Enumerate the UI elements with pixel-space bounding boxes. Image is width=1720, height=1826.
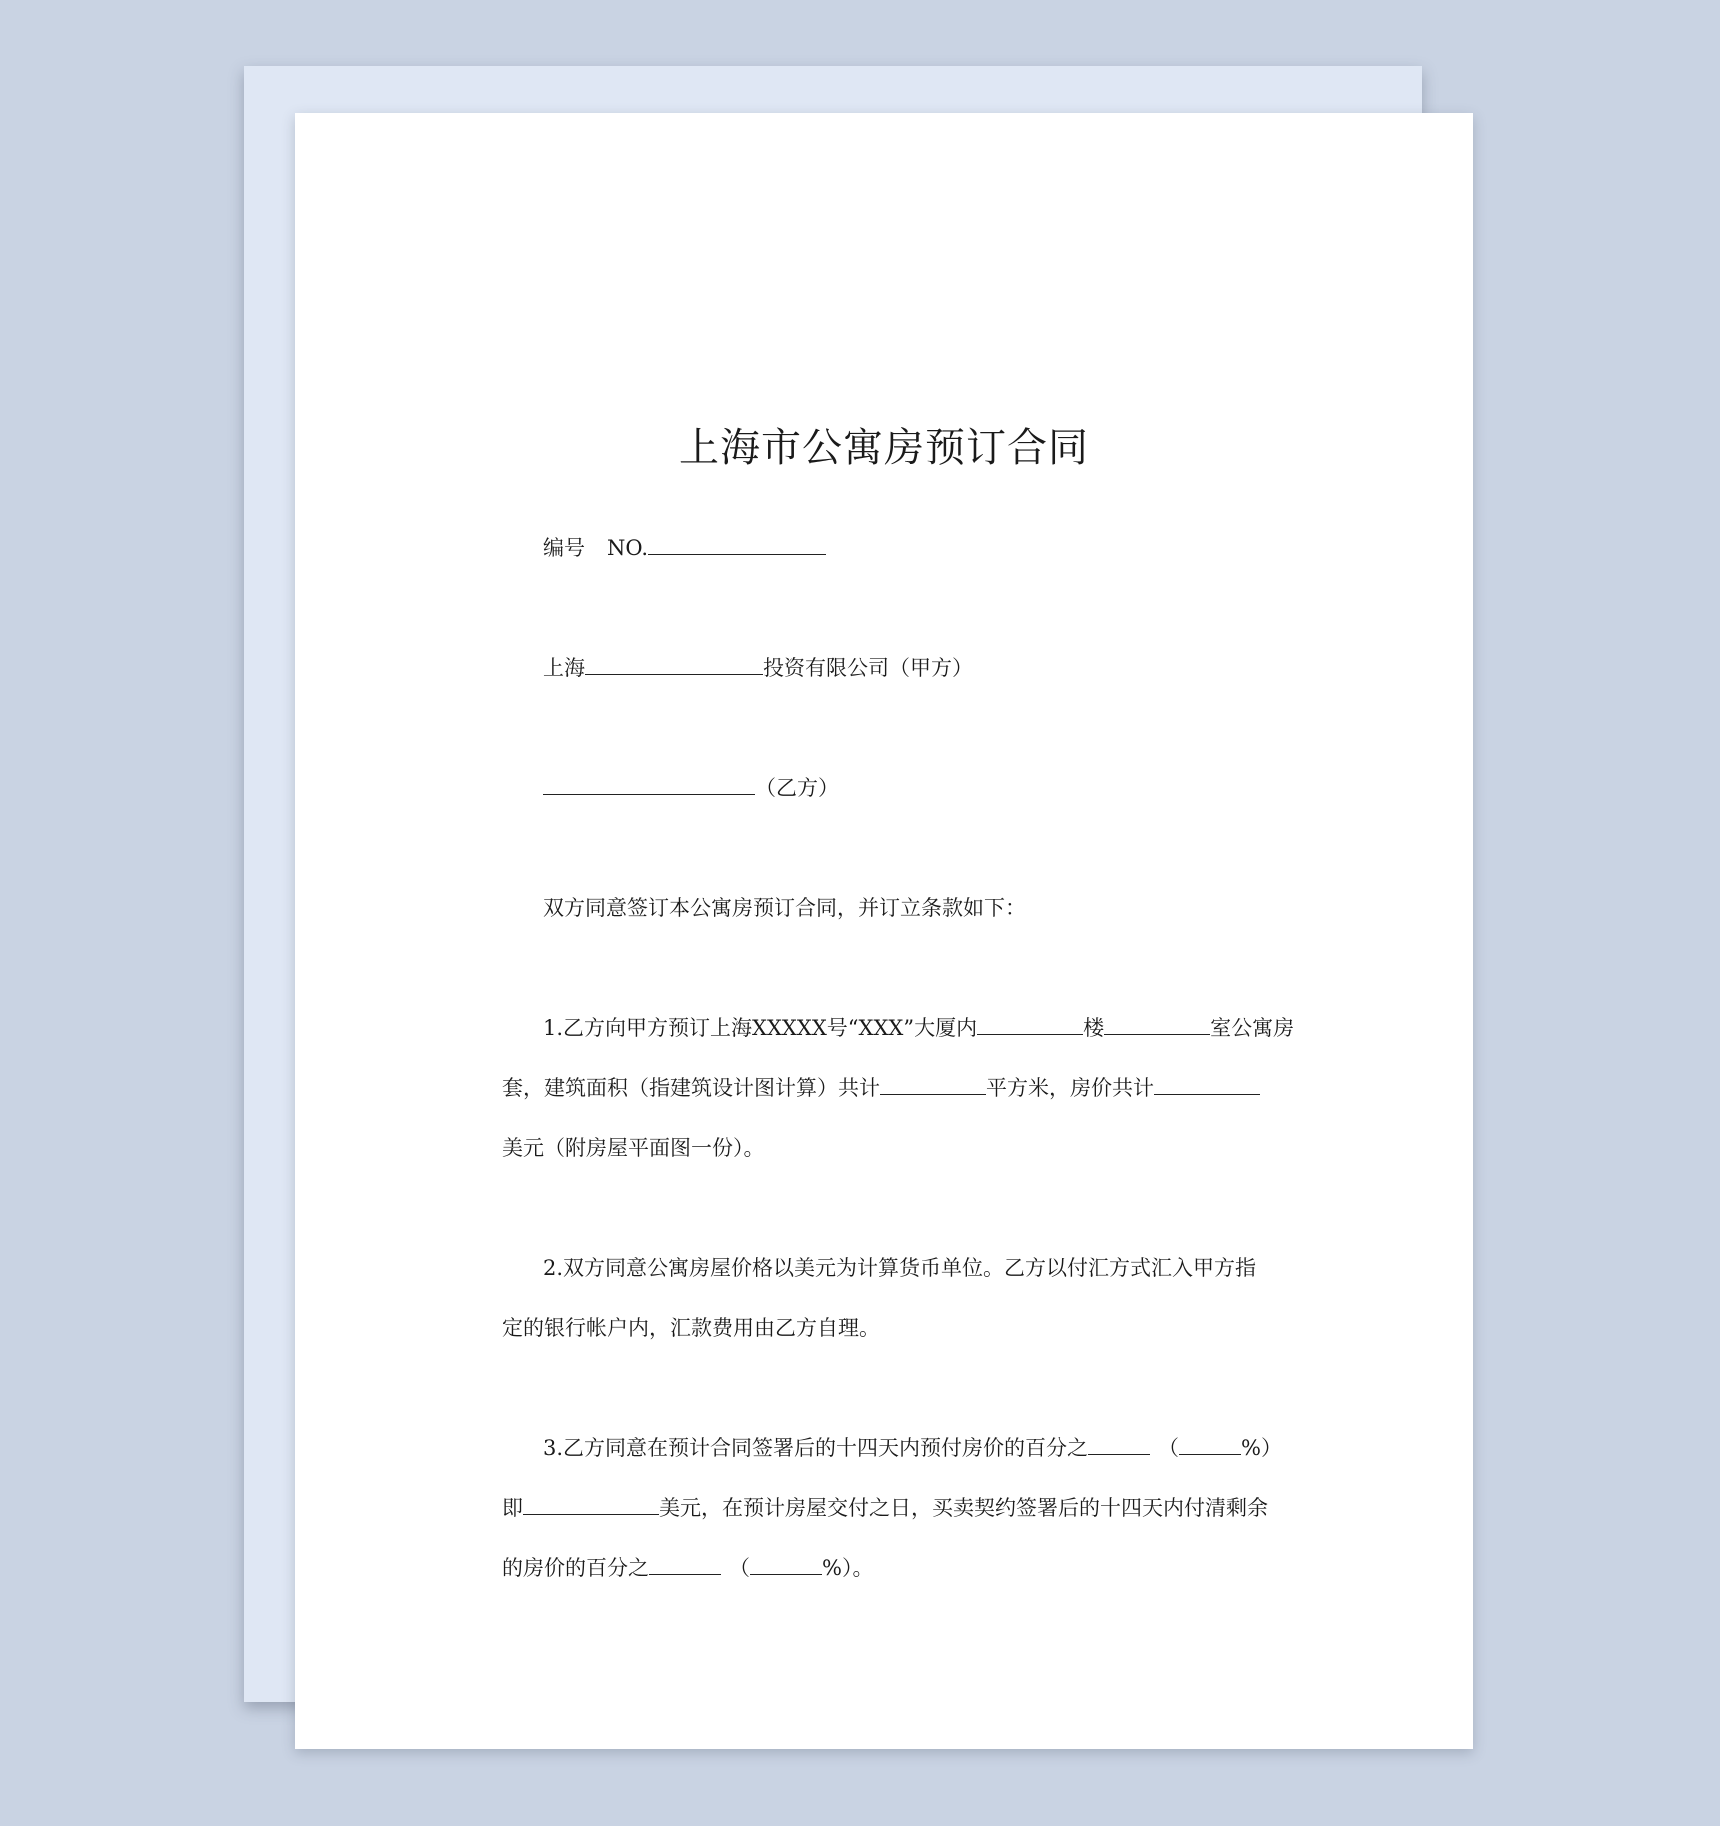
clause-1-text-e: 平方米，房价共计 xyxy=(986,1076,1154,1100)
number-blank xyxy=(648,534,826,555)
number-no: NO. xyxy=(607,536,649,560)
party-a-prefix: 上海 xyxy=(543,656,585,680)
number-label: 编号 xyxy=(543,536,585,560)
building-blank xyxy=(977,1014,1083,1035)
percent-number-blank-1 xyxy=(1179,1434,1241,1455)
price-blank xyxy=(1154,1074,1260,1095)
percent-blank-1 xyxy=(1088,1434,1150,1455)
room-blank xyxy=(1104,1014,1210,1035)
party-b-line xyxy=(543,773,839,803)
clause-3-text-e: 美元，在预计房屋交付之日，买卖契约签署后的十四天内付清剩余 xyxy=(659,1496,1268,1520)
clause-3-text-c: %） xyxy=(1241,1436,1283,1460)
percent-number-blank-2 xyxy=(750,1554,822,1575)
clause-1-line-2 xyxy=(502,1073,1260,1103)
clause-1-text-c: 室公寓房 xyxy=(1210,1016,1295,1040)
clause-1-text-a: 1.乙方向甲方预订上海XXXXX号“XXX”大厦内 xyxy=(543,1016,978,1040)
clause-3-line-3 xyxy=(502,1553,873,1583)
clause-3-line-2 xyxy=(502,1493,1268,1523)
party-a-blank xyxy=(585,654,763,675)
clause-1-text-d: 套，建筑面积（指建筑设计图计算）共计 xyxy=(502,1076,880,1100)
percent-blank-2 xyxy=(649,1554,721,1575)
party-b-suffix: （乙方） xyxy=(755,776,839,800)
clause-3-text-a: 3.乙方同意在预计合同签署后的十四天内预付房价的百分之 xyxy=(543,1436,1089,1460)
clause-1-line-1 xyxy=(543,1013,1294,1043)
intro-line: 双方同意签订本公寓房预订合同，并订立条款如下： xyxy=(543,896,1026,920)
clause-2-line-2: 定的银行帐户内，汇款费用由乙方自理。 xyxy=(502,1316,880,1340)
party-a-suffix: 投资有限公司（甲方） xyxy=(763,656,973,680)
amount-blank xyxy=(523,1494,659,1515)
clause-3-text-b: （ xyxy=(1158,1436,1180,1460)
clause-3-text-h: %）。 xyxy=(822,1556,874,1580)
clause-1-text-b: 楼 xyxy=(1083,1016,1105,1040)
area-blank xyxy=(880,1074,986,1095)
clause-3-text-g: （ xyxy=(729,1556,750,1580)
contract-page xyxy=(295,113,1473,1749)
clause-1-line-3: 美元（附房屋平面图一份）。 xyxy=(502,1136,765,1160)
party-b-blank xyxy=(543,774,755,795)
party-a-line xyxy=(543,653,973,683)
clause-3-text-f: 的房价的百分之 xyxy=(502,1556,649,1580)
contract-number-line xyxy=(543,533,826,563)
clause-3-text-d: 即 xyxy=(502,1496,523,1520)
document-title: 上海市公寓房预订合同 xyxy=(679,425,1089,471)
clause-2-line-1: 2.双方同意公寓房屋价格以美元为计算货币单位。乙方以付汇方式汇入甲方指 xyxy=(543,1256,1257,1280)
clause-3-line-1 xyxy=(543,1433,1282,1463)
